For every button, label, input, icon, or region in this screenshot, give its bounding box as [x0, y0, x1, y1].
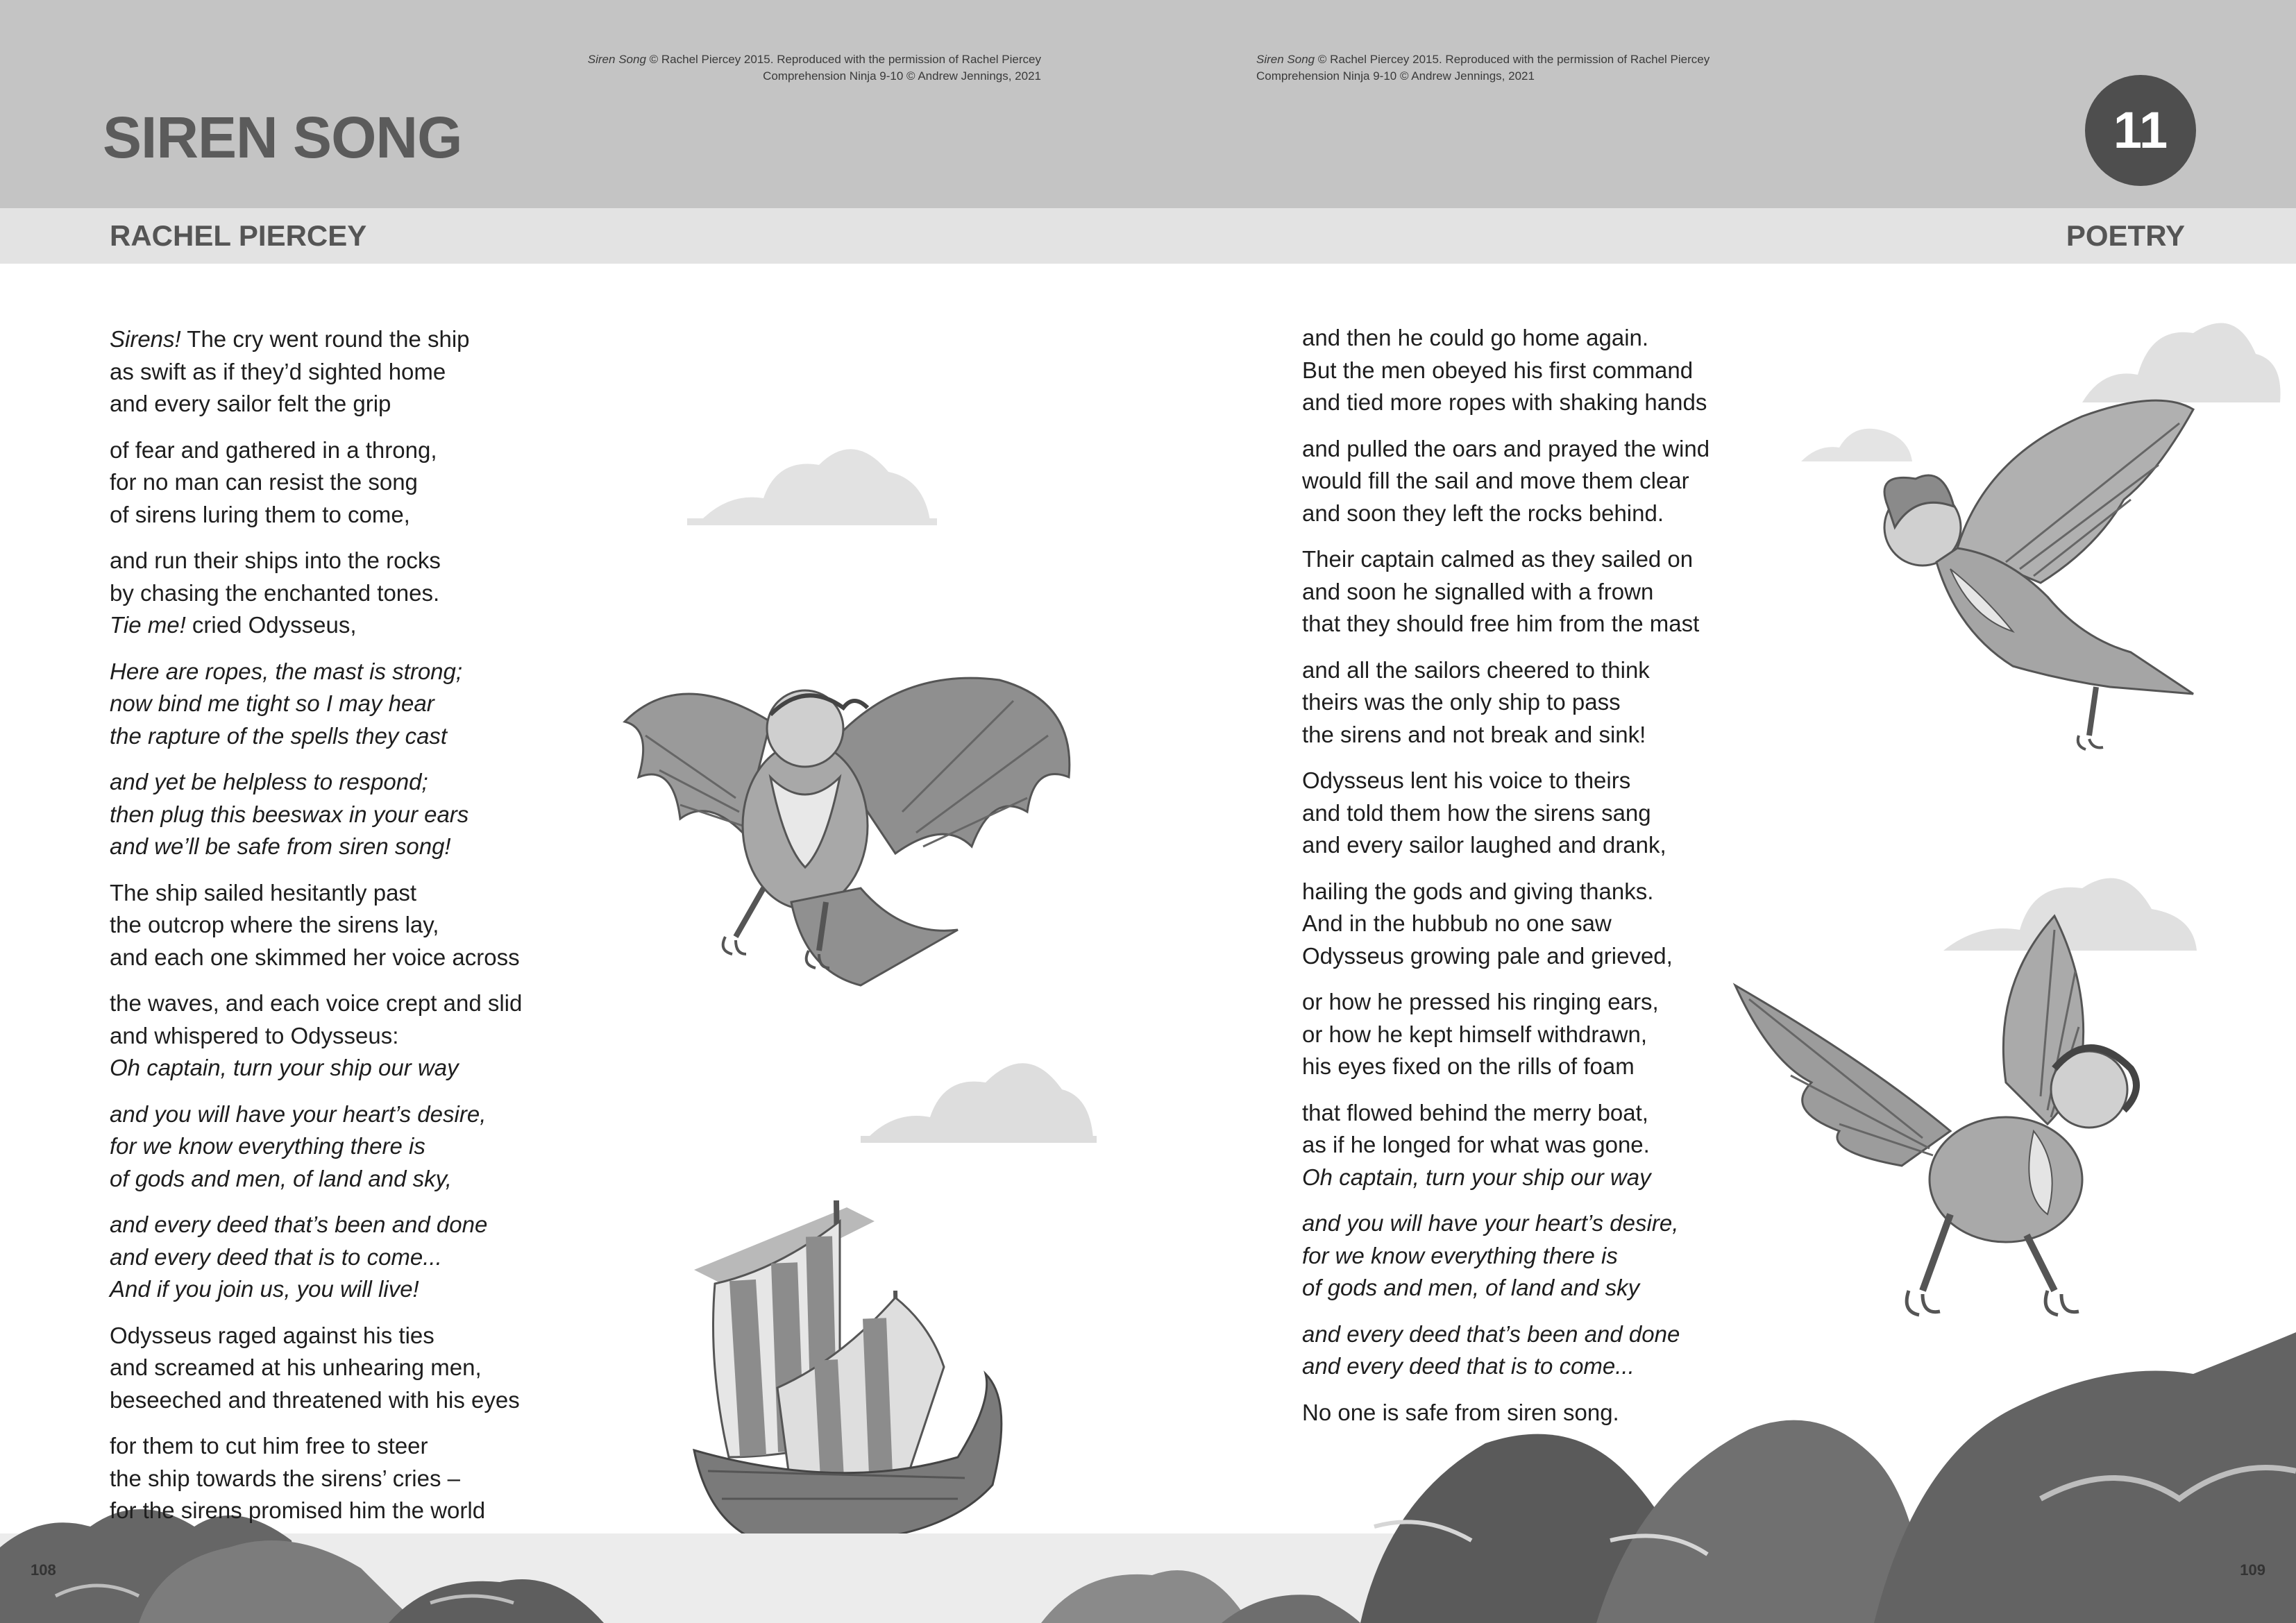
genre-label: POETRY	[2066, 219, 2185, 252]
poem-line: Odysseus lent his voice to theirs	[1302, 767, 1631, 793]
poem-stanza	[1302, 543, 1802, 640]
poem-line: and every deed that’s been and done	[1302, 1320, 1680, 1347]
poem-line: and every sailor felt the grip	[110, 391, 391, 416]
poem-line: or how he kept himself withdrawn,	[1302, 1021, 1648, 1047]
poem-line: then plug this beeswax in your ears	[110, 801, 469, 827]
poem-stanza	[1302, 1097, 1802, 1194]
poem-line: theirs was the only ship to pass	[1302, 689, 1621, 715]
siren-illustration	[597, 638, 1097, 999]
poem-line: for we know everything there is	[110, 1133, 425, 1159]
poem-line: the rapture of the spells they cast	[110, 722, 448, 749]
poem-line: for no man can resist the song	[110, 469, 418, 495]
credit-line-1	[1256, 51, 1756, 68]
poem-stanza	[1302, 986, 1802, 1083]
poem-line: the outcrop where the sirens lay,	[110, 912, 439, 937]
poem-line: Oh captain, turn your ship our way	[1302, 1164, 1651, 1190]
poem-line	[110, 609, 609, 642]
poem-stanza	[110, 1209, 609, 1306]
poem-stanza	[110, 1320, 609, 1417]
poem-line: and every deed that is to come...	[110, 1243, 442, 1270]
poem-column-left	[110, 323, 609, 1541]
poem-line: and every sailor laughed and drank,	[1302, 832, 1666, 858]
poem-line: beseeched and threatened with his eyes	[110, 1386, 520, 1413]
poem-line: and pulled the oars and prayed the wind	[1302, 435, 1710, 461]
poem-line: And if you join us, you will live!	[110, 1276, 419, 1302]
poem-line: of gods and men, of land and sky	[1302, 1275, 1640, 1300]
cloud-illustration	[861, 1041, 1097, 1145]
poem-line: as if he longed for what was gone.	[1302, 1132, 1650, 1157]
credit-line-1	[569, 51, 1041, 68]
poem-stanza	[110, 1430, 609, 1527]
poem-line: of sirens luring them to come,	[110, 501, 410, 527]
poem-line: and told them how the sirens sang	[1302, 799, 1651, 826]
poem-line: and every deed that’s been and done	[110, 1212, 488, 1237]
cloud-illustration	[687, 416, 937, 527]
poem-stanza	[1302, 876, 1802, 973]
poem-line: Odysseus raged against his ties	[110, 1322, 434, 1348]
poem-line: as swift as if they’d sighted home	[110, 358, 446, 384]
poem-stanza	[1302, 1397, 1802, 1429]
poem-line: now bind me tight so I may hear	[110, 690, 434, 716]
poem-stanza	[110, 434, 609, 532]
copyright-credit-right	[1256, 51, 1756, 85]
poem-stanza	[1302, 765, 1802, 862]
poem-stanza	[1302, 322, 1802, 419]
poem-stanza	[110, 323, 609, 420]
poem-line: and whispered to Odysseus:	[110, 1022, 399, 1048]
poem-line: that they should free him from the mast	[1302, 611, 1700, 636]
poem-line: The ship sailed hesitantly past	[110, 879, 417, 906]
page-number-left: 108	[31, 1561, 56, 1579]
poem-stanza	[1302, 1318, 1802, 1383]
poem-line-italic-prefix: Tie me!	[110, 612, 186, 638]
credit-text: © Rachel Piercey 2015. Reproduced with the permission of Rachel Piercey	[645, 53, 1041, 66]
poem-stanza	[1302, 433, 1802, 530]
poem-line	[110, 323, 609, 356]
poem-line: and we’ll be safe from siren song!	[110, 833, 451, 859]
poem-line: But the men obeyed his first command	[1302, 357, 1694, 383]
poem-line: and run their ships into the rocks	[110, 547, 441, 573]
poem-stanza	[110, 766, 609, 863]
poem-line-text: The cry went round the ship	[180, 326, 470, 352]
poem-line: and you will have your heart’s desire,	[1302, 1210, 1679, 1236]
siren-illustration	[1832, 389, 2207, 763]
poem-line: his eyes fixed on the rills of foam	[1302, 1053, 1635, 1079]
poem-line: and tied more ropes with shaking hands	[1302, 389, 1707, 415]
poem-line: the ship towards the sirens’ cries –	[110, 1465, 461, 1491]
poem-line: and screamed at his unhearing men,	[110, 1354, 482, 1380]
poem-line: would fill the sail and move them clear	[1302, 468, 1689, 493]
poem-line: Their captain calmed as they sailed on	[1302, 546, 1694, 572]
author-name: RACHEL PIERCEY	[110, 219, 367, 252]
poem-line: and you will have your heart’s desire,	[110, 1101, 487, 1127]
poem-line: for them to cut him free to steer	[110, 1433, 428, 1459]
poem-stanza	[110, 545, 609, 642]
poem-line: Oh captain, turn your ship our way	[110, 1055, 459, 1080]
poem-line: the sirens and not break and sink!	[1302, 721, 1646, 747]
poem-stanza	[1302, 654, 1802, 751]
poem-line: the waves, and each voice crept and slid	[110, 990, 523, 1016]
poem-line: that flowed behind the merry boat,	[1302, 1099, 1648, 1125]
credit-line-2: Comprehension Ninja 9-10 © Andrew Jennings, 2021	[763, 69, 1041, 83]
poem-line: No one is safe from siren song.	[1302, 1399, 1619, 1425]
poem-line: Here are ropes, the mast is strong;	[110, 658, 463, 684]
poem-line: of fear and gathered in a throng,	[110, 436, 437, 463]
poem-line: hailing the gods and giving thanks.	[1302, 878, 1654, 904]
poem-line: and each one skimmed her voice across	[110, 944, 520, 970]
page-title: SIREN SONG	[103, 105, 462, 170]
poem-line: of gods and men, of land and sky,	[110, 1165, 452, 1191]
poem-line: and then he could go home again.	[1302, 325, 1649, 350]
poem-line: by chasing the enchanted tones.	[110, 579, 440, 606]
poem-line-italic-prefix: Sirens!	[110, 326, 181, 352]
unit-number-badge: 11	[2085, 75, 2196, 186]
poem-line: and yet be helpless to respond;	[110, 769, 428, 794]
poem-line: And in the hubbub no one saw	[1302, 910, 1612, 936]
poem-line: and soon he signalled with a frown	[1302, 578, 1654, 604]
poem-line: for we know everything there is	[1302, 1242, 1618, 1268]
poem-line: or how he pressed his ringing ears,	[1302, 989, 1659, 1014]
poem-line-text: cried Odysseus,	[185, 612, 357, 638]
credit-title: Siren Song	[587, 53, 646, 66]
credit-text: © Rachel Piercey 2015. Reproduced with the permission of Rachel Piercey	[1315, 53, 1710, 66]
copyright-credit-left	[569, 51, 1041, 85]
credit-title: Siren Song	[1256, 53, 1315, 66]
poem-stanza	[110, 987, 609, 1085]
poem-line: for the sirens promised him the world	[110, 1497, 486, 1523]
page-number-right: 109	[2240, 1561, 2265, 1579]
poem-column-right	[1302, 322, 1802, 1443]
poem-stanza	[110, 1098, 609, 1196]
poem-stanza	[110, 877, 609, 974]
poem-line: and soon they left the rocks behind.	[1302, 500, 1664, 526]
poem-stanza	[1302, 1207, 1802, 1305]
poem-line: Odysseus growing pale and grieved,	[1302, 942, 1673, 969]
poem-line: and every deed that is to come...	[1302, 1353, 1635, 1379]
poem-stanza	[110, 656, 609, 753]
poem-line: and all the sailors cheered to think	[1302, 656, 1650, 683]
credit-line-2: Comprehension Ninja 9-10 © Andrew Jennings, 2021	[1256, 69, 1535, 83]
